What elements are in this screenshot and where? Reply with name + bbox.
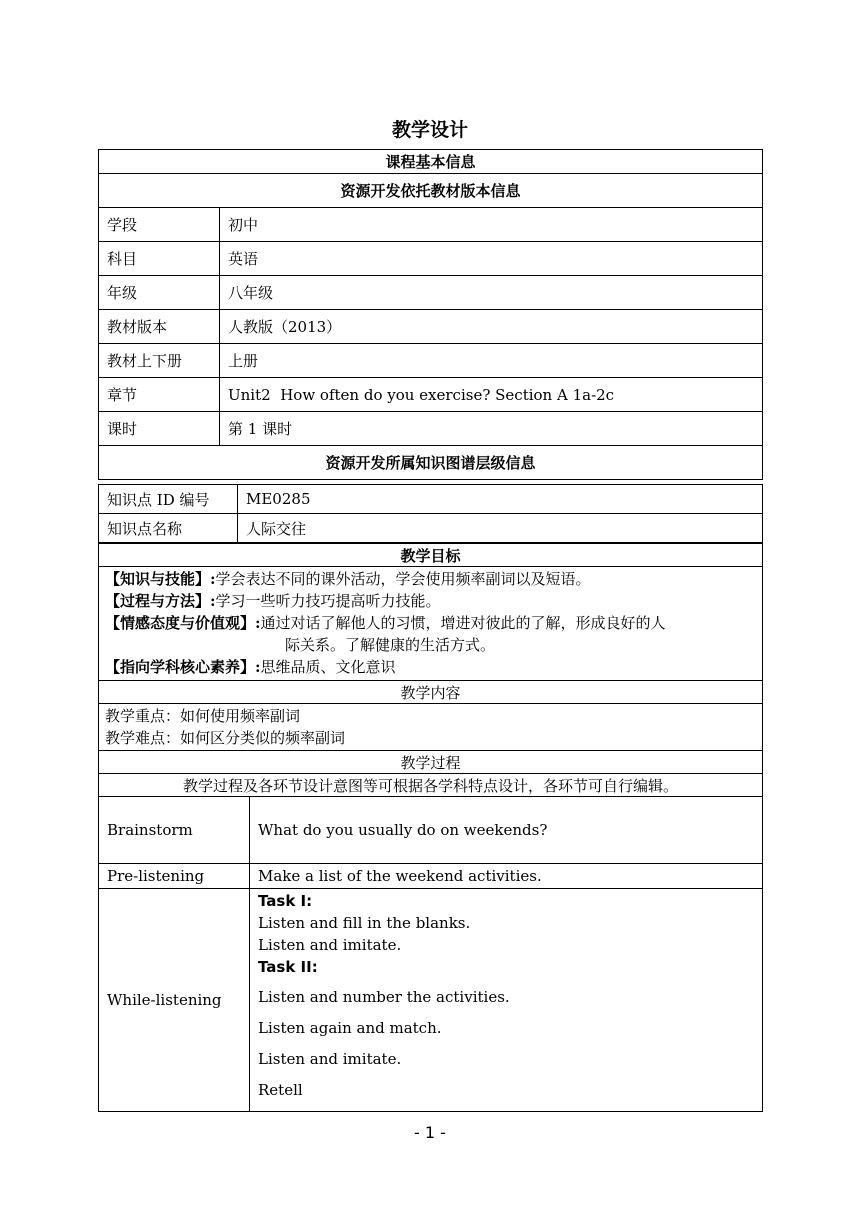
process-row-pre-listening — [99, 864, 763, 889]
activity-line: Listen and fill in the blanks. — [258, 914, 471, 932]
objectives-header: 教学目标 — [99, 544, 763, 567]
course-info-table — [98, 149, 763, 480]
course-info-header: 课程基本信息 — [99, 150, 763, 174]
row-value: 八年级 — [220, 276, 763, 310]
objective-text: 思维品质、文化意识 — [260, 658, 396, 676]
stage-label: Brainstorm — [99, 797, 250, 864]
row-value: 第 1 课时 — [220, 412, 763, 446]
stage-activity: What do you usually do on weekends? — [250, 797, 763, 864]
objective-text: 学会表达不同的课外活动，学会使用频率副词以及短语。 — [215, 570, 591, 588]
task-heading: Task II: — [258, 958, 318, 976]
row-value: 人际交往 — [238, 514, 763, 543]
activity-line: Listen again and match. — [258, 1019, 442, 1037]
process-row-brainstorm — [99, 797, 763, 864]
stage-activities — [250, 889, 763, 1112]
info-row-stage — [99, 208, 763, 242]
row-label: 知识点 ID 编号 — [99, 485, 238, 514]
objective-label: 【情感态度与价值观】: — [105, 614, 261, 632]
activity-line: Listen and number the activities. — [258, 988, 510, 1006]
objective-text: 学习一些听力技巧提高听力技能。 — [215, 592, 441, 610]
row-label: 学段 — [99, 208, 220, 242]
info-row-period — [99, 412, 763, 446]
key-point: 教学重点：如何使用频率副词 — [105, 707, 301, 725]
activity-line: Listen and imitate. — [258, 936, 402, 954]
row-label: 科目 — [99, 242, 220, 276]
objective-label: 【过程与方法】: — [105, 592, 216, 610]
stage-label: While-listening — [99, 889, 250, 1112]
row-value: 上册 — [220, 344, 763, 378]
process-table — [98, 796, 763, 1112]
difficult-point: 教学难点：如何区分类似的频率副词 — [105, 729, 346, 747]
row-label: 课时 — [99, 412, 220, 446]
objective-label: 【知识与技能】: — [105, 570, 216, 588]
activity-line: Listen and imitate. — [258, 1050, 402, 1068]
stage-activity: Make a list of the weekend activities. — [250, 864, 763, 889]
page-number: - 1 - — [414, 1123, 446, 1142]
objectives-table — [98, 543, 763, 797]
row-value: 人教版（2013） — [220, 310, 763, 344]
info-row-subject — [99, 242, 763, 276]
objective-item — [105, 568, 756, 590]
textbook-info-header: 资源开发依托教材版本信息 — [99, 174, 763, 208]
info-row-edition — [99, 310, 763, 344]
row-label: 教材上下册 — [99, 344, 220, 378]
knowledge-row-name — [99, 514, 763, 543]
row-label: 教材版本 — [99, 310, 220, 344]
process-row-while-listening — [99, 889, 763, 1112]
knowledge-header: 资源开发所属知识图谱层级信息 — [99, 446, 763, 480]
row-value: Unit2 How often do you exercise? Section A 1a-2c — [220, 378, 763, 412]
row-value: ME0285 — [238, 485, 763, 514]
info-row-chapter — [99, 378, 763, 412]
row-value: 初中 — [220, 208, 763, 242]
content-body — [99, 704, 763, 751]
row-label: 知识点名称 — [99, 514, 238, 543]
objective-label: 【指向学科核心素养】: — [105, 658, 261, 676]
document-title: 教学设计 — [391, 119, 468, 141]
process-header: 教学过程 — [99, 751, 763, 774]
row-value: 英语 — [220, 242, 763, 276]
knowledge-row-id — [99, 485, 763, 514]
content-header: 教学内容 — [99, 681, 763, 704]
objective-item — [105, 590, 756, 612]
knowledge-table — [98, 484, 763, 543]
objectives-body — [99, 567, 763, 681]
task-heading: Task I: — [258, 892, 313, 910]
activity-line: Retell — [258, 1081, 303, 1099]
stage-label: Pre-listening — [99, 864, 250, 889]
row-label: 章节 — [99, 378, 220, 412]
process-note: 教学过程及各环节设计意图等可根据各学科特点设计，各环节可自行编辑。 — [99, 774, 763, 797]
objective-text: 通过对话了解他人的习惯，增进对彼此的了解，形成良好的人 — [260, 614, 666, 632]
info-row-grade — [99, 276, 763, 310]
objective-item — [105, 612, 756, 634]
objective-item — [105, 656, 756, 678]
info-row-volume — [99, 344, 763, 378]
objective-continuation: 际关系。了解健康的生活方式。 — [285, 636, 496, 654]
row-label: 年级 — [99, 276, 220, 310]
